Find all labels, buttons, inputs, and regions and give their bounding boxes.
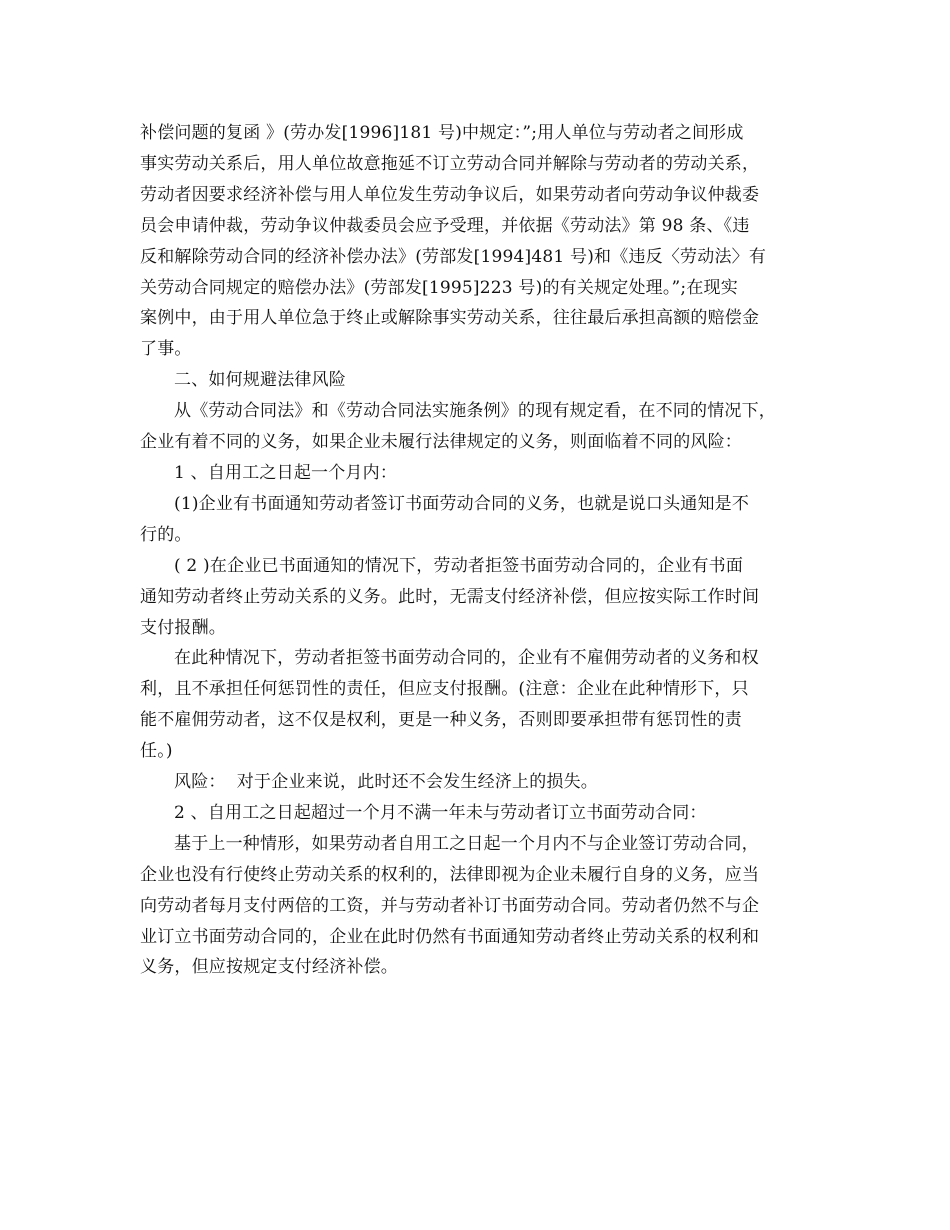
subheading-first-month bbox=[140, 458, 820, 489]
text-line: 能不雇佣劳动者，这不仅是权利，更是一种义务，否则即要承担带有惩罚性的责 bbox=[140, 710, 742, 731]
text-line: 通知劳动者终止劳动关系的义务。此时，无需支付经济补偿，但应按实际工作时间 bbox=[140, 586, 760, 607]
text-line: 补偿问题的复函 》(劳办发[1996]181 号)中规定：”;用人单位与劳动者之间形成 bbox=[140, 123, 744, 143]
text-line: 企业有着不同的义务，如果企业未履行法律规定的义务，则面临着不同的风险： bbox=[140, 432, 742, 453]
section-heading bbox=[140, 365, 820, 396]
text-line: 向劳动者每月支付两倍的工资，并与劳动者补订书面劳动合同。劳动者仍然不与企 bbox=[140, 895, 760, 916]
paragraph-intro bbox=[140, 396, 820, 458]
subheading-text: 2 、自用工之日起超过一个月不满一年未与劳动者订立书面劳动合同： bbox=[174, 802, 707, 823]
text-line: 事实劳动关系后，用人单位故意拖延不订立劳动合同并解除与劳动者的劳动关系， bbox=[140, 153, 760, 174]
subheading-over-one-month bbox=[140, 798, 820, 829]
paragraph-refusal bbox=[140, 643, 820, 767]
text-line: 支付报酬。 bbox=[140, 617, 226, 638]
text-line: 劳动者因要求经济补偿与用人单位发生劳动争议后，如果劳动者向劳动争议仲裁委 bbox=[140, 184, 760, 205]
text-line: 了事。 bbox=[140, 339, 192, 360]
text-line: 关劳动合同规定的赔偿办法》(劳部发[1995]223 号)的有关规定处理。”;在现实 bbox=[140, 277, 738, 298]
text-line: 员会申请仲裁，劳动争议仲裁委员会应予受理，并依据《劳动法》第 98 条、《违 bbox=[140, 215, 750, 236]
paragraph-risk-1 bbox=[140, 767, 820, 798]
text-line: 基于上一种情形，如果劳动者自用工之日起一个月内不与企业签订劳动合同， bbox=[174, 833, 759, 854]
text-line: 反和解除劳动合同的经济补偿办法》(劳部发[1994]481 号)和《违反〈劳动法〉有 bbox=[140, 246, 767, 267]
text-line: 风险： 对于企业来说，此时还不会发生经济上的损失。 bbox=[174, 772, 599, 793]
paragraph-item-1 bbox=[140, 489, 820, 551]
text-line: ( 2 )在企业已书面通知的情况下，劳动者拒签书面劳动合同的，企业有书面 bbox=[174, 555, 744, 576]
text-line: 义务，但应按规定支付经济补偿。 bbox=[140, 957, 398, 978]
text-line: 任。) bbox=[140, 741, 173, 762]
paragraph-continued-reply bbox=[140, 118, 820, 365]
text-line: (1)企业有书面通知劳动者签订书面劳动合同的义务，也就是说口头通知是不 bbox=[174, 493, 750, 514]
text-line: 行的。 bbox=[140, 524, 192, 545]
text-line: 利，且不承担任何惩罚性的责任，但应支付报酬。(注意：企业在此种情形下，只 bbox=[140, 679, 749, 700]
text-line: 企业也没有行使终止劳动关系的权利的，法律即视为企业未履行自身的义务，应当 bbox=[140, 864, 760, 885]
subheading-text: 1 、自用工之日起一个月内： bbox=[174, 462, 398, 483]
text-line: 在此种情况下，劳动者拒签书面劳动合同的，企业有不雇佣劳动者的义务和权 bbox=[174, 648, 759, 669]
paragraph-item-2 bbox=[140, 551, 820, 644]
text-line: 案例中，由于用人单位急于终止或解除事实劳动关系，往往最后承担高额的赔偿金 bbox=[140, 308, 760, 329]
text-line: 从《劳动合同法》和《劳动合同法实施条例》的现有规定看，在不同的情况下， bbox=[174, 401, 776, 422]
paragraph-double-wage bbox=[140, 829, 820, 984]
document-page bbox=[140, 118, 820, 983]
section-heading-text: 二、如何规避法律风险 bbox=[174, 370, 346, 391]
text-line: 业订立书面劳动合同的，企业在此时仍然有书面通知劳动者终止劳动关系的权利和 bbox=[140, 926, 760, 947]
